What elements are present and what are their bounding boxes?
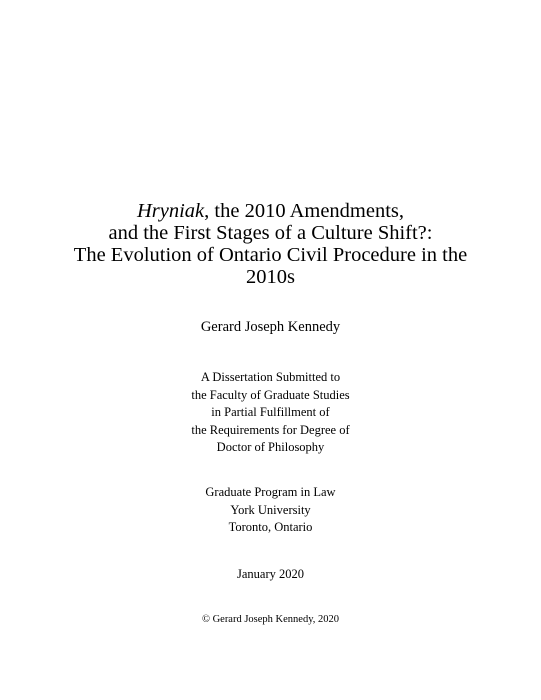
title-line-2: and the First Stages of a Culture Shift?: <box>108 222 433 244</box>
statement-line: A Dissertation Submitted to <box>200 370 341 384</box>
title-italic-case-name: Hryniak <box>136 200 205 222</box>
statement-line: in Partial Fulfillment of <box>211 405 330 419</box>
statement-line: the Faculty of Graduate Studies <box>191 387 350 402</box>
copyright-notice: © Gerard Joseph Kennedy, 2020 <box>201 614 340 625</box>
author-name: Gerard Joseph Kennedy <box>200 319 341 335</box>
statement-line: the Requirements for Degree of <box>191 422 350 437</box>
location: Toronto, Ontario <box>228 520 313 534</box>
title-line-1-rest: , the 2010 Amendments, <box>204 200 405 222</box>
program-name: Graduate Program in Law <box>205 485 336 499</box>
statement-line: Doctor of Philosophy <box>216 440 325 454</box>
dissertation-title <box>0 200 541 288</box>
submission-date: January 2020 <box>237 567 304 581</box>
program-info <box>0 484 541 537</box>
title-line-1 <box>0 200 541 222</box>
submission-statement <box>0 369 541 457</box>
title-line-4: 2010s <box>246 266 295 288</box>
title-line-3: The Evolution of Ontario Civil Procedure in the <box>73 244 468 266</box>
university-name: York University <box>230 502 311 517</box>
